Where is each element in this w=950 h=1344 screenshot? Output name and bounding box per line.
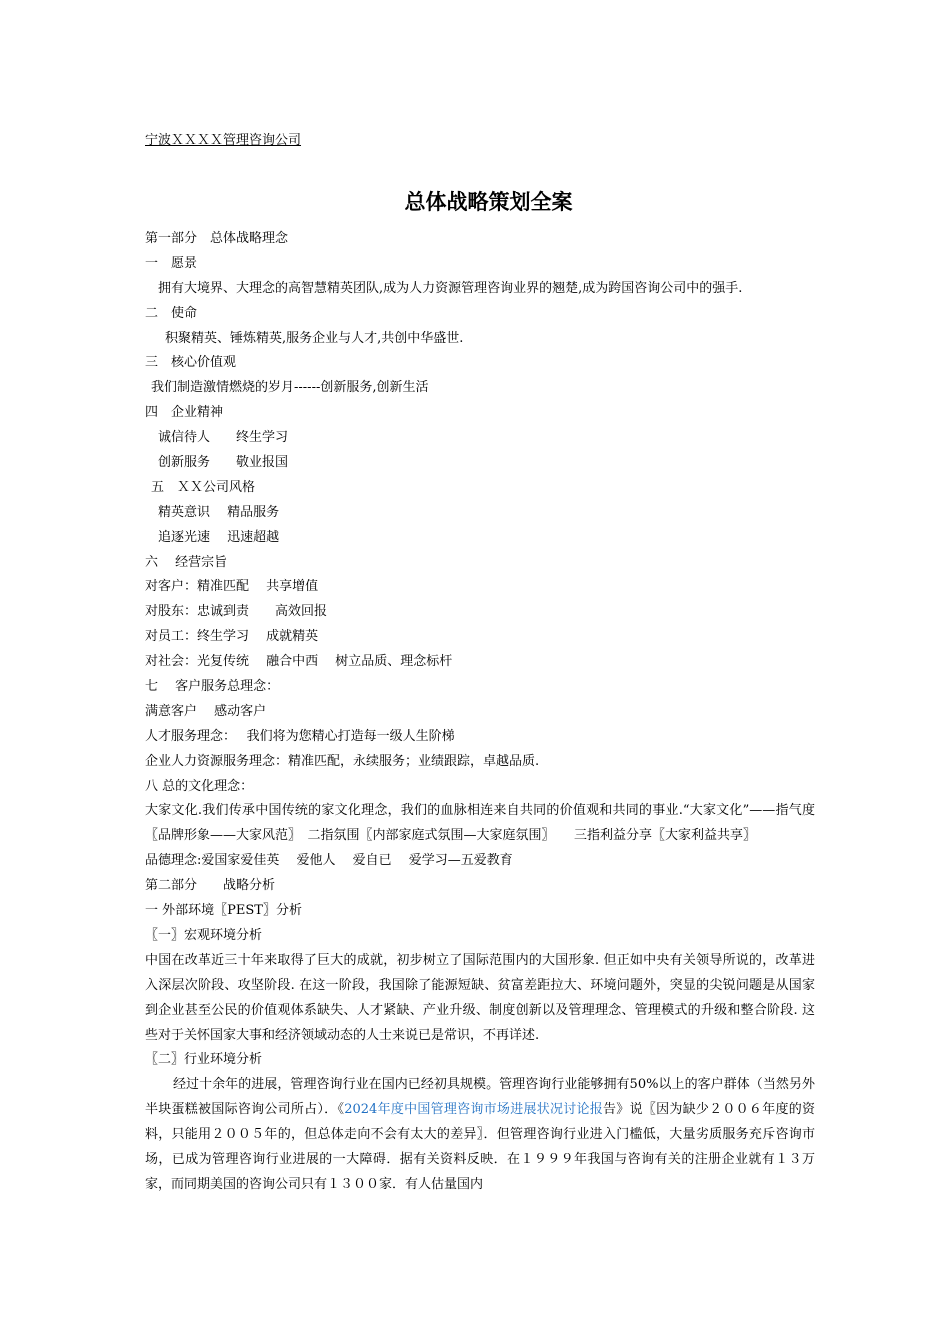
industry-text: 经过十余年的进展，管理咨询行业在国内已经初具规模。管理咨询行业能够拥有50%以上的客户群体（当然另外半块蛋糕被国际咨询公司所占）．《 [145,1077,815,1118]
document-title: 总体战略策划全案 [404,189,573,214]
spirit-text: 创新服务 敬业报国 [158,455,289,471]
mission-text: 积聚精英、锤炼精英,服务企业与人才,共创中华盛世. [165,330,464,346]
style-text: 精英意识 精品服务 [158,504,280,520]
part-heading: 第一部分 总体战略理念 [145,231,289,246]
service-text: 企业人力资源服务理念：精准匹配，永续服务；业绩跟踪，卓越品质. [145,753,540,769]
culture-paragraph: 大家文化.我们传承中国传统的家文化理念，我们的血脉相连来自共同的价值观和共同的事业.“大家文化”——指气度〖品牌形象——大家风范〗 二指氛围〖内部家庭式氛围—大家庭氛围〗 三指利益分享〖大家利益共享〗 [145,803,815,844]
section-heading: 一 愿景 [145,255,198,271]
part-heading: 第二部分 战略分析 [145,878,276,894]
section-heading: 三 核心价值观 [145,355,237,371]
section-heading: 七 客户服务总理念： [145,679,280,695]
macro-paragraph: 中国在改革近三十年来取得了巨大的成就，初步树立了国际范围内的大国形象. 但正如中央有关领导所说的，改革进入深层次阶段、攻坚阶段. 在这一阶段，我国除了能源短缺、贫富差距拉大、环境问题外，突显的尖锐问题是从国家到企业甚至公民的价值观体系缺失、人才紧缺、产业升级、制度创新以及管理理念、管理模式的升级和整合阶段. 这些对于关怀国家大事和经济领域动态的人士来说已是常识，不再详述. [145,952,815,1043]
subsection-heading: 〖二〗行业环境分析 [145,1052,263,1068]
section-heading: 二 使命 [145,305,198,321]
industry-paragraph [145,1073,815,1198]
spirit-text: 诚信待人 终生学习 [158,430,289,446]
section-heading: 一 外部环境〖PEST〗分析 [145,903,302,919]
purpose-item: 对客户：精准匹配 共享增值 [145,579,319,595]
service-text: 满意客户 感动客户 [145,703,267,719]
section-heading: 六 经营宗旨 [145,554,228,570]
section-heading: 八 总的文化理念： [145,778,254,794]
style-text: 追逐光速 迅速超越 [158,529,280,545]
section-heading: 五 ＸＸ公司风格 [151,479,256,495]
core-values-text: 我们制造激情燃烧的岁月------创新服务,创新生活 [151,380,429,396]
report-link[interactable]: 2024年度中国管理咨询市场进展状况讨论报 [344,1102,604,1118]
purpose-item: 对员工：终生学习 成就精英 [145,629,319,645]
industry-text: 告》说〖因为缺少２００６年度的资料，只能用２００５年的，但总体走向不会有太大的差异〗．但管理咨询行业进入门槛低，大量劣质服务充斥咨询市场，已成为管理咨询行业进展的一大障碍．据有关资料反映．在１９９９年我国与咨询有关的注册企业就有１３万家，而同期美国的咨询公司只有１３００家．有人估量国内 [145,1102,815,1192]
vision-text: 拥有大境界、大理念的高智慧精英团队,成为人力资源管理咨询业界的翘楚,成为跨国咨询公司中的强手. [158,280,743,296]
purpose-item: 对股东：忠诚到责 高效回报 [145,604,328,620]
section-heading: 四 企业精神 [145,405,224,421]
ethics-text: 品德理念:爱国家爱佳英 爱他人 爱自已 爱学习—五爱教育 [145,853,513,869]
company-name: 宁波ＸＸＸＸ管理咨询公司 [145,133,302,148]
subsection-heading: 〖一〗宏观环境分析 [145,927,263,943]
purpose-item: 对社会：光复传统 融合中西 树立品质、理念标杆 [145,654,453,670]
service-text: 人才服务理念： 我们将为您精心打造每一级人生阶梯 [145,728,455,744]
document-body [145,227,815,1198]
